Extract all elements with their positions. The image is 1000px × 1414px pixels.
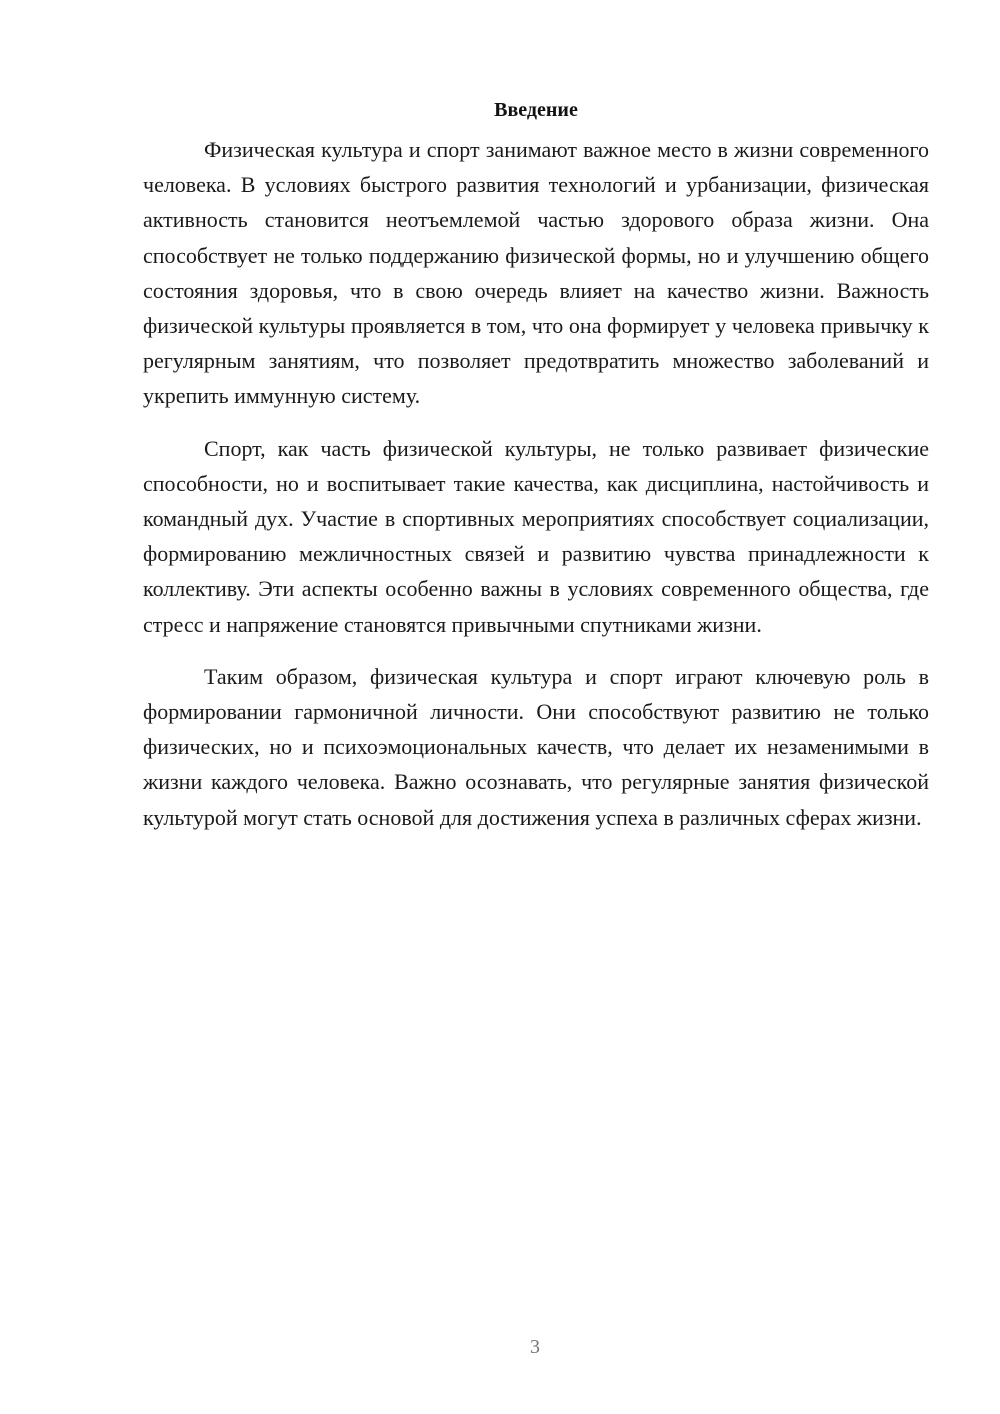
page-content: [143, 96, 929, 852]
section-title: Введение: [494, 99, 578, 121]
page-number: 3: [530, 1336, 540, 1358]
paragraph-1: Физическая культура и спорт занимают важное место в жизни современного человека. В условиях быстрого развития технологий и урбанизации, физическая активность становится неотъемлемой частью здорового образа жизни. Она способствует не только поддержанию физической формы, но и улучшению общего состояния здоровья, что в свою очередь влияет на качество жизни. Важность физической культуры проявляется в том, что она формирует у человека привычку к регулярным занятиям, что позволяет предотвратить множество заболеваний и укрепить иммунную систему.: [143, 137, 929, 409]
paragraph-2: Спорт, как часть физической культуры, не только развивает физические способности, но и воспитывает такие качества, как дисциплина, настойчивость и командный дух. Участие в спортивных мероприятиях способствует социализации, формированию межличностных связей и развитию чувства принадлежности к коллективу. Эти аспекты особенно важны в условиях современного общества, где стресс и напряжение становятся привычными спутниками жизни.: [143, 435, 929, 637]
paragraph-3: Таким образом, физическая культура и спорт играют ключевую роль в формировании гармоничной личности. Они способствуют развитию не только физических, но и психоэмоциональных качеств, что делает их незаменимыми в жизни каждого человека. Важно осознавать, что регулярные занятия физической культурой могут стать основой для достижения успеха в различных сферах жизни.: [143, 663, 929, 830]
